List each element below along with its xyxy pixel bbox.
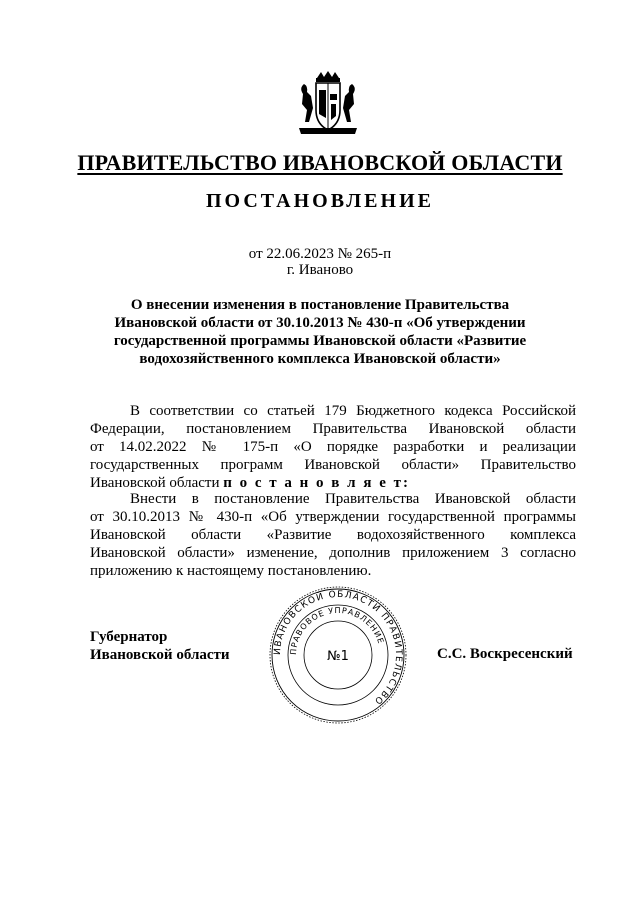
subject-line: Ивановской области от 30.10.2013 № 430-п «Об утверждении bbox=[114, 315, 526, 331]
body-line: государственных программ Ивановской области» Правительство bbox=[90, 457, 576, 473]
body-line-text: Ивановской области bbox=[90, 475, 220, 491]
subject-line: водохозяйственного комплекса Ивановской области» bbox=[139, 351, 501, 367]
document-city: г. Иваново bbox=[286, 262, 354, 278]
signatory-position-line: Ивановской области bbox=[90, 647, 230, 663]
official-stamp bbox=[268, 585, 408, 725]
subject-line: государственной программы Ивановской области «Развитие bbox=[113, 333, 527, 349]
signatory-position-line: Губернатор bbox=[90, 629, 168, 645]
signatory-position bbox=[90, 628, 230, 664]
body-paragraph-1 bbox=[90, 402, 576, 492]
decree-word: п о с т а н о в л я е т: bbox=[223, 475, 410, 491]
stamp-inner-text-path: ПРАВОВОЕ УПРАВЛЕНИЕ bbox=[288, 605, 386, 656]
stamp-number: №1 bbox=[327, 649, 349, 664]
document-type: ПОСТАНОВЛЕНИЕ bbox=[206, 190, 434, 212]
body-line: Внести в постановление Правительства Ивановской области bbox=[130, 491, 576, 507]
body-line: Ивановской области» изменение, дополнив приложением 3 согласно bbox=[90, 545, 576, 561]
signatory-name: С.С. Воскресенский bbox=[437, 646, 573, 662]
government-title-text: ПРАВИТЕЛЬСТВО ИВАНОВСКОЙ ОБЛАСТИ bbox=[77, 150, 563, 175]
subject-line: О внесении изменения в постановление Правительства bbox=[130, 297, 510, 313]
document-subject bbox=[110, 296, 530, 368]
coat-of-arms-emblem bbox=[293, 70, 363, 136]
body-line: от 30.10.2013 № 430-п «Об утверждении государственной программы bbox=[90, 509, 576, 525]
body-paragraph-2 bbox=[90, 490, 576, 580]
government-title bbox=[0, 150, 640, 176]
body-line: В соответствии со статьей 179 Бюджетного кодекса Российской bbox=[130, 403, 576, 419]
body-line: Федерации, постановлением Правительства Ивановской области bbox=[90, 421, 576, 437]
body-line: приложению к настоящему постановлению. bbox=[90, 563, 372, 579]
stamp-ring-text-path: ИВАНОВСКОЙ ОБЛАСТИ ПРАВИТЕЛЬСТВО bbox=[272, 589, 404, 707]
body-line: от 14.02.2022 № 175-п «О порядке разработки и реализации bbox=[90, 439, 576, 455]
body-line: Ивановской области «Развитие водохозяйственного комплекса bbox=[90, 527, 576, 543]
document-date-number: от 22.06.2023 № 265-п bbox=[248, 246, 392, 262]
